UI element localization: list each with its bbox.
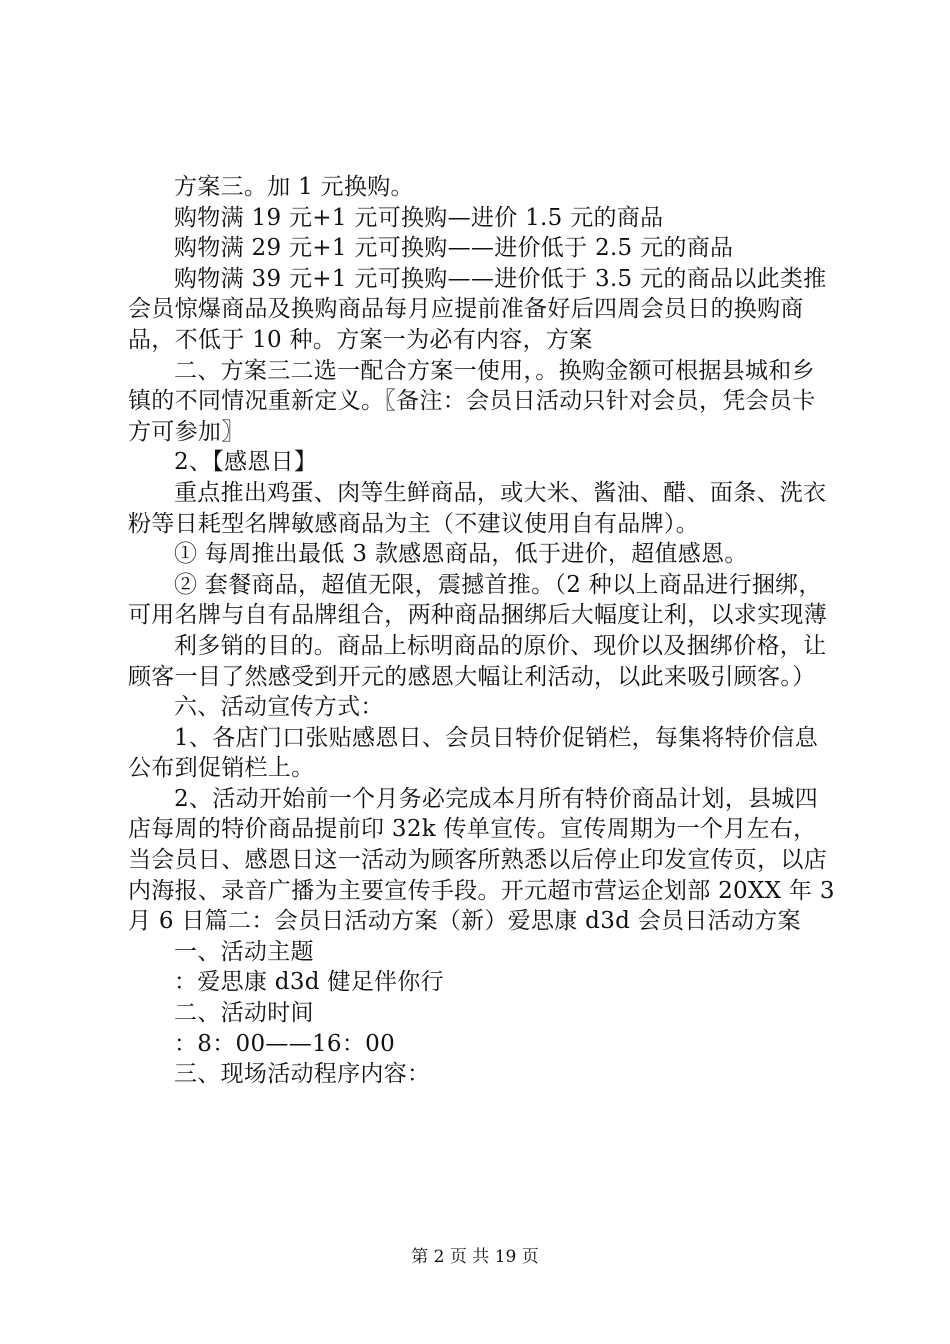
paragraph-promo-one: 1、各店门口张贴感恩日、会员日特价促销栏，每集将特价信息公布到促销栏上。 [128,724,819,782]
paragraph-plan-note: 二、方案三二选一配合方案一使用，。换购金额可根据县城和乡镇的不同情况重新定义。〖备注：会员日活动只针对会员，凭会员卡方可参加〗 [128,357,816,445]
paragraph-theme-value: ：爱思康 d3d 健足伴你行 [174,969,444,996]
paragraph-item-two-cont: 利多销的目的。商品上标明商品的原价、现价以及捆绑价格，让顾客一目了然感受到开元的感恩大幅让利活动，以此来吸引顾客。） [128,632,827,690]
document-body [128,172,838,1090]
paragraph-item-one: ① 每周推出最低 3 款感恩商品，低于进价，超值感恩。 [174,541,748,568]
paragraph-section-six: 六、活动宣传方式： [174,694,384,721]
paragraph-time-heading: 二、活动时间 [174,1000,314,1027]
paragraph-promo-two: 2、活动开始前一个月务必完成本月所有特价商品计划，县城四店每周的特价商品提前印 32k 传单宣传。宣传周期为一个月左右，当会员日、感恩日这一活动为顾客所熟悉以后停止印发宣传页，以店内海报、录音广播为主要宣传手段。开元超市营运企划部 20XX 年 3 月 6 日篇二：会员日活动方案（新）爱思康 d3d 会员日活动方案 [128,785,835,935]
paragraph-program-heading: 三、现场活动程序内容： [174,1061,431,1088]
paragraph-tier-39: 购物满 39 元+1 元可换购——进价低于 3.5 元的商品以此类推会员惊爆商品及换购商品每月应提前准备好后四周会员日的换购商品，不低于 10 种。方案一为必有内容，方案 [128,265,827,353]
page-footer: 第 2 页 共 19 页 [411,1247,539,1267]
paragraph-theme-heading: 一、活动主题 [174,938,314,965]
paragraph-plan-three: 方案三。加 1 元换购。 [174,174,414,200]
paragraph-time-value: ：8：00——16：00 [174,1030,396,1057]
paragraph-tier-19: 购物满 19 元+1 元可换购—进价 1.5 元的商品 [174,204,664,231]
paragraph-thanksgiving-heading: 2、【感恩日】 [174,449,318,476]
paragraph-item-two: ② 套餐商品，超值无限，震撼首推。（2 种以上商品进行捆绑，可用名牌与自有品牌组合，两种商品捆绑后大幅度让利，以求实现薄 [128,571,827,629]
paragraph-tier-29: 购物满 29 元+1 元可换购——进价低于 2.5 元的商品 [174,235,734,262]
paragraph-thanksgiving-focus: 重点推出鸡蛋、肉等生鲜商品，或大米、酱油、醋、面条、洗衣粉等日耗型名牌敏感商品为主（不建议使用自有品牌）。 [128,479,827,537]
